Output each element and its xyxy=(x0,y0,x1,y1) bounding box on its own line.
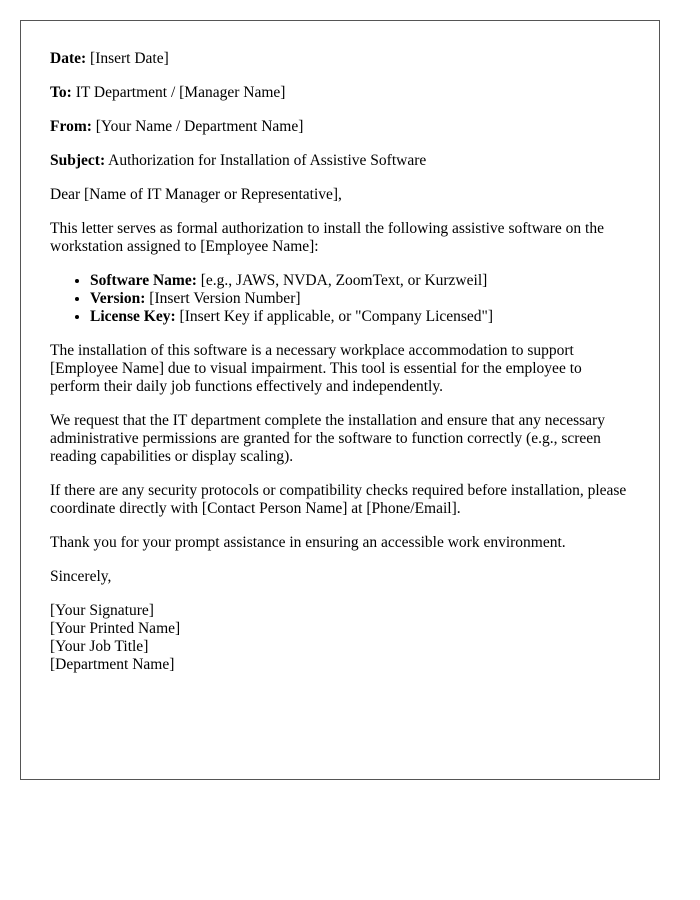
to-label: To: xyxy=(50,84,72,101)
letter-page xyxy=(20,20,660,780)
from-value: [Your Name / Department Name] xyxy=(91,118,304,135)
date-value: [Insert Date] xyxy=(86,50,169,67)
date-label: Date: xyxy=(50,50,87,67)
list-item xyxy=(90,308,630,326)
list-item xyxy=(90,290,630,308)
date-line xyxy=(50,50,630,68)
body-paragraph-coordination: If there are any security protocols or compatibility checks required before installation, please coordinate directly with [Contact Person Name] at [Phone/Email]. xyxy=(50,482,627,517)
body-paragraph-request: We request that the IT department complete the installation and ensure that any necessary administrative permissions are granted for the software to function correctly (e.g., screen reading capabilities or display scaling). xyxy=(50,412,605,465)
printed-name-line: [Your Printed Name] xyxy=(50,620,181,637)
to-value: IT Department / [Manager Name] xyxy=(71,84,286,101)
closing: Sincerely, xyxy=(50,568,112,585)
signature-line: [Your Signature] xyxy=(50,602,154,619)
to-line xyxy=(50,84,630,102)
from-label: From: xyxy=(50,118,92,135)
body-paragraph-accommodation: The installation of this software is a necessary workplace accommodation to support [Employee Name] due to visual impairment. This tool is essential for the employee to perform their daily job functions effectively and independently. xyxy=(50,342,582,395)
body-paragraph-thanks: Thank you for your prompt assistance in ensuring an accessible work environment. xyxy=(50,534,566,551)
license-key-label: License Key: xyxy=(90,308,176,325)
software-name-label: Software Name: xyxy=(90,272,197,289)
salutation: Dear [Name of IT Manager or Representative], xyxy=(50,186,342,203)
software-details-list xyxy=(50,272,630,326)
version-value: [Insert Version Number] xyxy=(145,290,301,307)
signature-block xyxy=(50,602,630,674)
job-title-line: [Your Job Title] xyxy=(50,638,149,655)
subject-value: Authorization for Installation of Assistive Software xyxy=(105,152,427,169)
intro-paragraph: This letter serves as formal authorization to install the following assistive software on the workstation assigned to [Employee Name]: xyxy=(50,220,604,255)
list-item xyxy=(90,272,630,290)
department-name-line: [Department Name] xyxy=(50,656,175,673)
subject-label: Subject: xyxy=(50,152,106,169)
subject-line xyxy=(50,152,630,170)
license-key-value: [Insert Key if applicable, or "Company Licensed"] xyxy=(175,308,494,325)
software-name-value: [e.g., JAWS, NVDA, ZoomText, or Kurzweil] xyxy=(196,272,488,289)
from-line xyxy=(50,118,630,136)
version-label: Version: xyxy=(90,290,146,307)
